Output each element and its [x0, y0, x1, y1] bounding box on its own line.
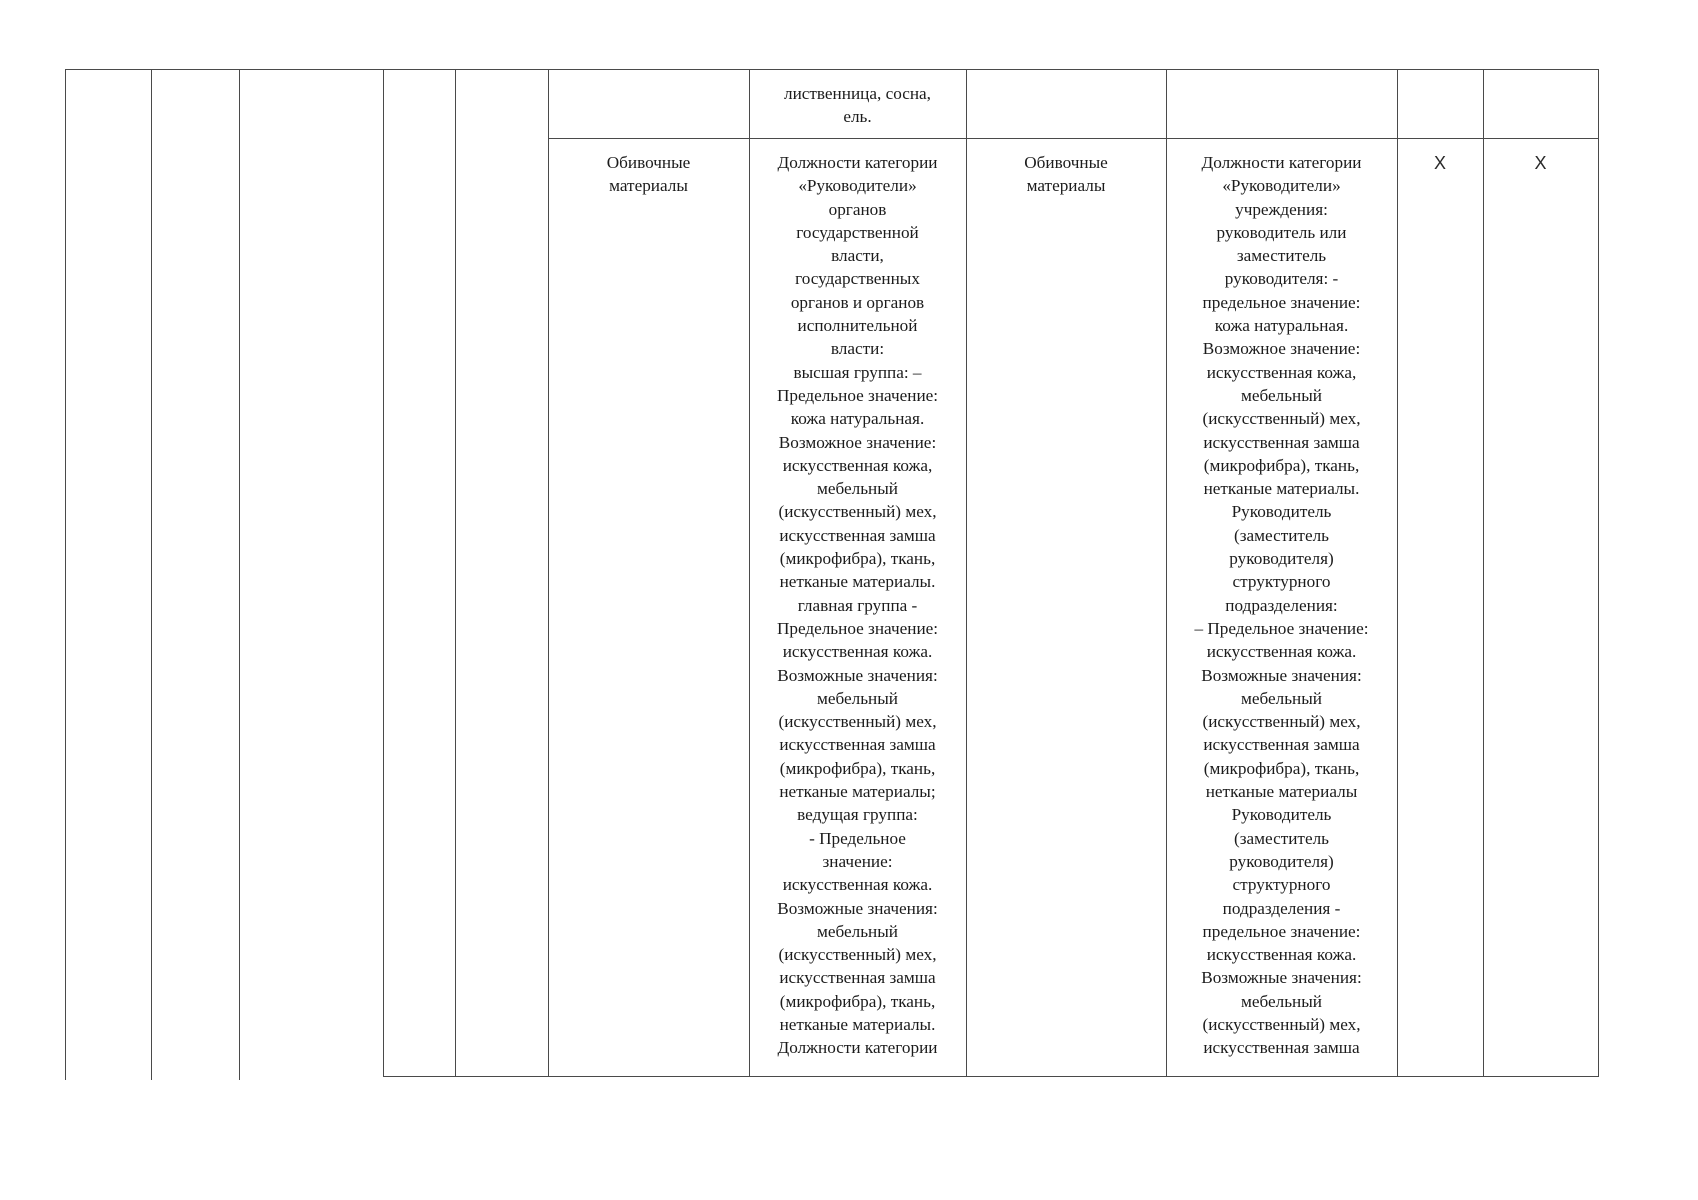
table-border-bottom [383, 1076, 1598, 1077]
document-table [65, 69, 1595, 1069]
cell-upholstery-materials-2: Обивочные материалы [1024, 153, 1108, 196]
column-divider [455, 69, 456, 1077]
table-border-top [65, 69, 1598, 70]
column-divider [383, 69, 384, 1077]
column-divider [966, 69, 967, 1077]
cell-wood-species: лиственница, сосна, ель. [784, 84, 931, 127]
table-border-right [1598, 69, 1599, 1077]
cell-upholstery-materials: Обивочные материалы [606, 153, 691, 196]
column-divider [151, 69, 152, 1080]
column-divider [548, 69, 549, 1077]
cell-state-authority-positions: Должности категории «Руководители» органов государственной власти, государственных органов и органов исполнительной власти: высшая группа: – Предельное значение: кожа натуральная. Возможное значение: искусственная кожа, мебельный (искусственный) мех, искусственная замша (микрофибра), ткань, нетканые материалы. главная группа - Предельное значение: искусственная кожа. Возможные значения: мебельный (искусственный) мех, искусственная замша (микрофибра), ткань, нетканые материалы; ведущая группа: - Предельное значение: искусственная кожа. Возможные значения: мебельный (искусственный) мех, искусственная замша (микрофибра), ткань, нетканые материалы. Должности категории [776, 153, 939, 1058]
column-divider [1483, 69, 1484, 1077]
table-border-left [65, 69, 66, 1080]
cell-x-mark: X [1433, 153, 1446, 173]
row-divider [548, 138, 1598, 139]
column-divider [239, 69, 240, 1080]
cell-x-mark: X [1534, 153, 1547, 173]
cell-institution-positions: Должности категории «Руководители» учреждения: руководитель или заместитель руководителя: - предельное значение: кожа натуральная. Возможное значение: искусственная кожа, мебельный (искусственный) мех, искусственная замша (микрофибра), ткань, нетканые материалы. Руководитель (заместитель руководителя) структурного подразделения: – Предельное значение: искусственная кожа. Возможные значения: мебельный (искусственный) мех, искусственная замша (микрофибра), ткань, нетканые материалы Руководитель (заместитель руководителя) структурного подразделения - предельное значение: искусственная кожа. Возможные значения: мебельный (искусственный) мех, искусственная замша [1194, 153, 1369, 1058]
column-divider [1397, 69, 1398, 1077]
